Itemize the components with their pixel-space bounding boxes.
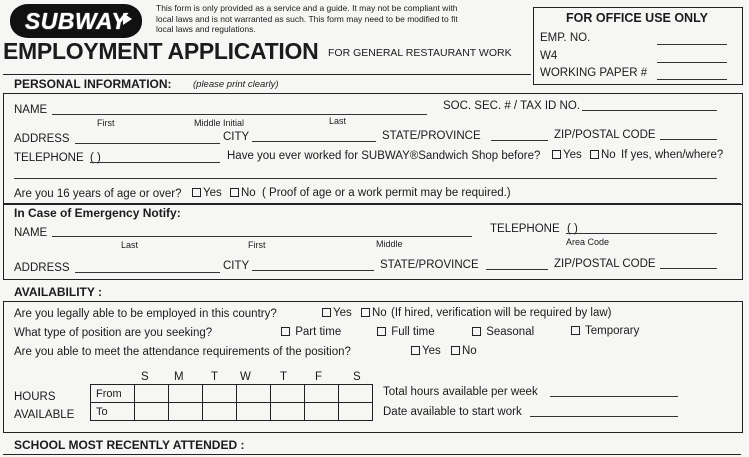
total-hours-field[interactable]: [550, 396, 678, 397]
page-title: EMPLOYMENT APPLICATION: [3, 38, 319, 64]
availability-heading: AVAILABILITY :: [14, 285, 102, 299]
emergency-address-label: ADDRESS: [14, 262, 70, 274]
from-friday-cell[interactable]: [305, 385, 339, 403]
telephone-field[interactable]: [90, 162, 220, 163]
checkbox-icon: [230, 188, 239, 197]
emergency-zip-label: ZIP/POSTAL CODE: [554, 258, 656, 270]
disclaimer: This form is only provided as a service and a guide. It may not be compliant with local laws and is not warranted as such. This form may need to be modified to fit local laws and regulations.: [156, 3, 458, 34]
address-field[interactable]: [75, 143, 220, 144]
to-thursday-cell[interactable]: [271, 403, 305, 421]
legal-question: Are you legally able to be employed in this country?: [14, 308, 277, 320]
age-yes-option[interactable]: Yes: [192, 187, 222, 199]
area-code-caption: Area Code: [566, 237, 610, 247]
checkbox-icon: [361, 308, 370, 317]
attendance-no-option[interactable]: No: [451, 345, 477, 357]
emergency-city-field[interactable]: [252, 270, 374, 271]
from-wednesday-cell[interactable]: [237, 385, 271, 403]
to-row: [91, 403, 373, 421]
checkbox-icon: [571, 326, 580, 335]
day-monday: M: [174, 371, 184, 383]
checkbox-icon: [377, 327, 386, 336]
ssn-label: SOC. SEC. # / TAX ID NO.: [443, 100, 580, 112]
emergency-last-caption: Last: [121, 240, 139, 250]
from-thursday-cell[interactable]: [271, 385, 305, 403]
working-paper-label: WORKING PAPER #: [540, 67, 648, 79]
w4-label: W4: [540, 50, 558, 62]
first-name-caption: First: [97, 118, 115, 128]
checkbox-icon: [281, 327, 290, 336]
day-thursday: T: [280, 371, 288, 383]
checkbox-icon: [590, 150, 599, 159]
day-wednesday: W: [240, 371, 251, 383]
checkbox-icon: [411, 346, 420, 355]
zip-label: ZIP/POSTAL CODE: [554, 129, 656, 141]
logo-text: SUBWAY: [24, 7, 128, 34]
worked-before-question: Have you ever worked for SUBWAY®Sandwich Shop before?: [227, 150, 541, 162]
position-question: What type of position are you seeking?: [14, 327, 213, 339]
to-sunday-cell[interactable]: [135, 403, 169, 421]
emergency-state-field[interactable]: [486, 269, 548, 270]
emergency-name-field[interactable]: [52, 236, 472, 237]
emergency-name-label: NAME: [14, 227, 48, 239]
address-label: ADDRESS: [14, 133, 70, 145]
telephone-label: TELEPHONE: [14, 152, 84, 164]
attendance-yes-option[interactable]: Yes: [411, 345, 441, 357]
state-label: STATE/PROVINCE: [382, 130, 481, 142]
middle-initial-caption: Middle Initial: [194, 118, 245, 128]
state-field[interactable]: [491, 140, 548, 141]
available-label: AVAILABLE: [14, 409, 75, 421]
day-sunday: S: [141, 371, 149, 383]
temporary-option[interactable]: Temporary: [571, 325, 639, 337]
from-tuesday-cell[interactable]: [203, 385, 237, 403]
when-where-field[interactable]: [14, 178, 717, 179]
to-friday-cell[interactable]: [305, 403, 339, 421]
full-time-option[interactable]: Full time: [377, 326, 435, 338]
from-label: From: [91, 385, 135, 403]
personal-heading: PERSONAL INFORMATION:: [14, 77, 172, 91]
start-date-label: Date available to start work: [383, 406, 522, 418]
legal-note: (If hired, verification will be required by law): [391, 307, 612, 319]
hours-label: HOURS: [14, 391, 56, 403]
to-label: To: [91, 403, 135, 421]
hours-grid: [90, 384, 373, 421]
header-rule: [3, 74, 531, 75]
total-hours-label: Total hours available per week: [383, 386, 538, 398]
name-label: NAME: [14, 104, 48, 116]
emergency-area-parens: ( ): [567, 223, 578, 235]
seasonal-option[interactable]: Seasonal: [472, 326, 534, 338]
checkbox-icon: [451, 346, 460, 355]
legal-yes-option[interactable]: Yes: [322, 307, 352, 319]
page-subtitle: FOR GENERAL RESTAURANT WORK: [328, 47, 512, 59]
to-monday-cell[interactable]: [169, 403, 203, 421]
to-wednesday-cell[interactable]: [237, 403, 271, 421]
age-question: Are you 16 years of age or over?: [14, 188, 182, 200]
subway-logo: [10, 4, 142, 38]
emergency-heading: In Case of Emergency Notify:: [14, 206, 181, 220]
to-tuesday-cell[interactable]: [203, 403, 237, 421]
school-rule: [3, 454, 741, 455]
emergency-telephone-label: TELEPHONE: [490, 223, 560, 235]
worked-no-option[interactable]: No: [590, 149, 616, 161]
day-friday: F: [315, 371, 323, 383]
city-label: CITY: [223, 131, 250, 143]
legal-no-option[interactable]: No: [361, 307, 387, 319]
emp-no-field[interactable]: [657, 44, 727, 45]
logo-arrow-icon: [123, 13, 132, 25]
checkbox-icon: [322, 308, 331, 317]
emergency-city-label: CITY: [223, 260, 250, 272]
personal-note: (please print clearly): [193, 79, 279, 90]
to-saturday-cell[interactable]: [339, 403, 373, 421]
zip-field[interactable]: [660, 139, 717, 140]
checkbox-icon: [192, 188, 201, 197]
area-code-parens: ( ): [90, 152, 101, 164]
emergency-zip-field[interactable]: [660, 268, 717, 269]
w4-field[interactable]: [657, 62, 727, 63]
attendance-question: Are you able to meet the attendance requirements of the position?: [14, 346, 351, 358]
age-note: ( Proof of age or a work permit may be required.): [262, 187, 511, 199]
city-field[interactable]: [252, 141, 376, 142]
checkbox-icon: [552, 150, 561, 159]
working-paper-field[interactable]: [657, 79, 727, 80]
ssn-field[interactable]: [582, 110, 717, 111]
part-time-option[interactable]: Part time: [281, 326, 341, 338]
emergency-state-label: STATE/PROVINCE: [380, 259, 479, 271]
emergency-middle-caption: Middle: [376, 239, 403, 249]
checkbox-icon: [472, 327, 481, 336]
age-no-option[interactable]: No: [230, 187, 256, 199]
from-sunday-cell[interactable]: [135, 385, 169, 403]
day-saturday: S: [353, 371, 361, 383]
emergency-first-caption: First: [248, 240, 266, 250]
day-tuesday: T: [211, 371, 219, 383]
last-name-caption: Last: [329, 116, 347, 126]
emp-no-label: EMP. NO.: [540, 32, 591, 44]
school-heading: SCHOOL MOST RECENTLY ATTENDED :: [14, 438, 245, 452]
office-use-heading: FOR OFFICE USE ONLY: [566, 11, 708, 25]
worked-yes-option[interactable]: Yes: [552, 149, 582, 161]
start-date-field[interactable]: [530, 416, 678, 417]
name-field[interactable]: [52, 114, 427, 115]
from-row: [91, 385, 373, 403]
emergency-address-field[interactable]: [75, 272, 220, 273]
from-monday-cell[interactable]: [169, 385, 203, 403]
when-where-label: If yes, when/where?: [621, 149, 724, 161]
emergency-telephone-field[interactable]: [566, 233, 717, 234]
from-saturday-cell[interactable]: [339, 385, 373, 403]
